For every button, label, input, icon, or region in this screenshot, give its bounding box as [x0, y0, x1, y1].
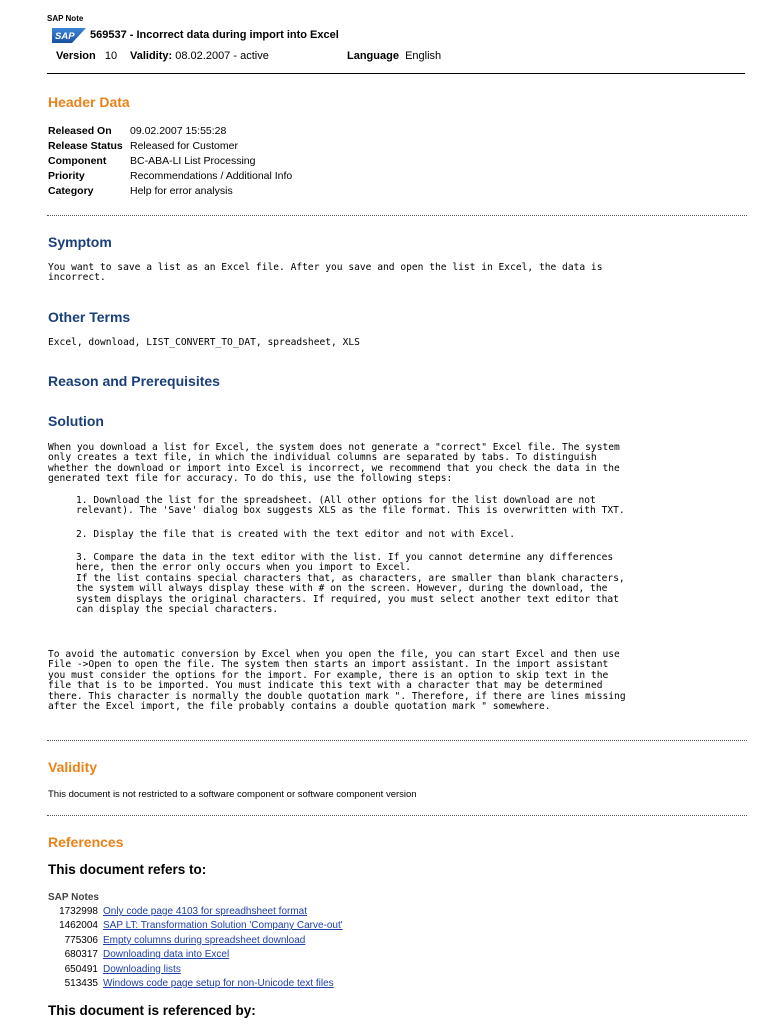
- solution-closing: To avoid the automatic conversion by Excel when you open the file, you can start Excel and then use File ->Open to open the file. The system then starts an import assistant. In the import assistant you must consider the options for the import. For example, there is an option to skip text in the file that is to be imported. You must indicate this text with a character that may be determined there. This character is normally the double quotation mark ". Therefore, if there are lines missing after the Excel import, the file probably contains a double quotation mark " somewhere.: [48, 649, 626, 713]
- solution-step-3: 3. Compare the data in the text editor with the list. If you cannot determine any differences here, then the error only occurs when you import to Excel. If the list contains special characters that, as characters, are smaller than blank characters, the system will always display these with # on the screen. However, during the download, the system displays the original characters. If required, you must select another text editor that can display the special characters.: [76, 552, 625, 616]
- validity-text: This document is not restricted to a software component or software component version: [48, 789, 417, 800]
- header-data-value: Recommendations / Additional Info: [130, 170, 293, 182]
- list-item: [48, 905, 343, 919]
- language-value: English: [405, 50, 442, 62]
- list-item: [48, 934, 343, 948]
- header-data-value: Released for Customer: [130, 140, 238, 152]
- header-data-key: Category: [48, 185, 94, 197]
- header-divider: [47, 73, 745, 74]
- solution-heading: Solution: [48, 413, 104, 429]
- references-heading: References: [48, 834, 124, 850]
- note-number: 775306: [64, 934, 98, 946]
- note-link[interactable]: SAP LT: Transformation Solution 'Company Carve-out': [103, 920, 343, 932]
- note-link[interactable]: Downloading lists: [103, 963, 181, 975]
- symptom-heading: Symptom: [48, 234, 112, 250]
- note-type-label: SAP Note: [47, 14, 84, 23]
- header-data-row: [48, 184, 292, 199]
- note-number: 650491: [64, 963, 98, 975]
- header-data-row: [48, 154, 292, 169]
- sap-notes-list: [48, 905, 343, 991]
- referenced-by-heading: This document is referenced by:: [48, 1003, 256, 1018]
- validity-value: 08.02.2007 - active: [175, 50, 269, 62]
- header-data-table: [48, 124, 292, 199]
- header-data-key: Released On: [48, 125, 112, 137]
- list-item: [48, 977, 343, 991]
- solution-intro: When you download a list for Excel, the system does not generate a "correct" Excel file. The system only creates a text file, in which the individual columns are separated by tabs. To distinguish whether the download or import into Excel is incorrect, we recommend that you check the data in the generated text file for accuracy. To do this, use the following steps:: [48, 442, 620, 485]
- header-data-row: [48, 124, 292, 139]
- sap-notes-label: SAP Notes: [48, 892, 99, 903]
- header-data-key: Component: [48, 155, 107, 167]
- header-data-key: Release Status: [48, 140, 123, 152]
- solution-step-1: 1. Download the list for the spreadsheet. (All other options for the list download are not relevant). The 'Save' dialog box suggests XLS as the file format. This is overwritten with TXT.: [76, 495, 625, 517]
- reason-heading: Reason and Prerequisites: [48, 373, 220, 389]
- note-number: 513435: [64, 977, 98, 989]
- note-link[interactable]: Empty columns during spreadsheet download: [103, 934, 306, 946]
- validity-meta: [130, 50, 269, 62]
- note-number: 1462004: [59, 920, 98, 932]
- refers-to-heading: This document refers to:: [48, 862, 207, 877]
- header-data-row: [48, 169, 292, 184]
- symptom-text: You want to save a list as an Excel file. After you save and open the list in Excel, the data is incorrect.: [48, 262, 603, 284]
- version-meta: [56, 50, 117, 62]
- sap-logo-icon: [52, 28, 86, 43]
- note-number: 680317: [64, 949, 98, 961]
- solution-step-2: 2. Display the file that is created with the text editor and not with Excel.: [76, 529, 515, 540]
- note-link[interactable]: Windows code page setup for non-Unicode text files: [103, 977, 334, 989]
- header-data-key: Priority: [48, 170, 85, 182]
- section-divider: [47, 815, 747, 816]
- section-divider: [47, 215, 747, 216]
- other-terms-text: Excel, download, LIST_CONVERT_TO_DAT, spreadsheet, XLS: [48, 337, 360, 348]
- header-data-value: Help for error analysis: [130, 185, 233, 197]
- version-label: Version: [56, 50, 96, 62]
- note-number: 1732998: [59, 906, 98, 917]
- version-value: 10: [104, 50, 118, 62]
- validity-heading: Validity: [48, 759, 98, 775]
- header-data-heading: Header Data: [48, 94, 130, 110]
- header-data-row: [48, 139, 292, 154]
- note-link[interactable]: Downloading data into Excel: [103, 949, 230, 961]
- list-item: [48, 963, 343, 977]
- validity-label: Validity:: [130, 50, 173, 62]
- language-label: Language: [347, 50, 399, 62]
- list-item: [48, 948, 343, 962]
- list-item: [48, 919, 343, 933]
- svg-text:SAP: SAP: [55, 31, 75, 42]
- section-divider: [47, 740, 747, 741]
- note-title: 569537 - Incorrect data during import into Excel: [90, 29, 339, 41]
- note-link[interactable]: Only code page 4103 for spreadhsheet format: [103, 906, 308, 917]
- header-data-value: 09.02.2007 15:55:28: [130, 125, 227, 137]
- language-meta: [347, 50, 441, 62]
- other-terms-heading: Other Terms: [48, 309, 131, 325]
- header-data-value: BC-ABA-LI List Processing: [130, 155, 256, 167]
